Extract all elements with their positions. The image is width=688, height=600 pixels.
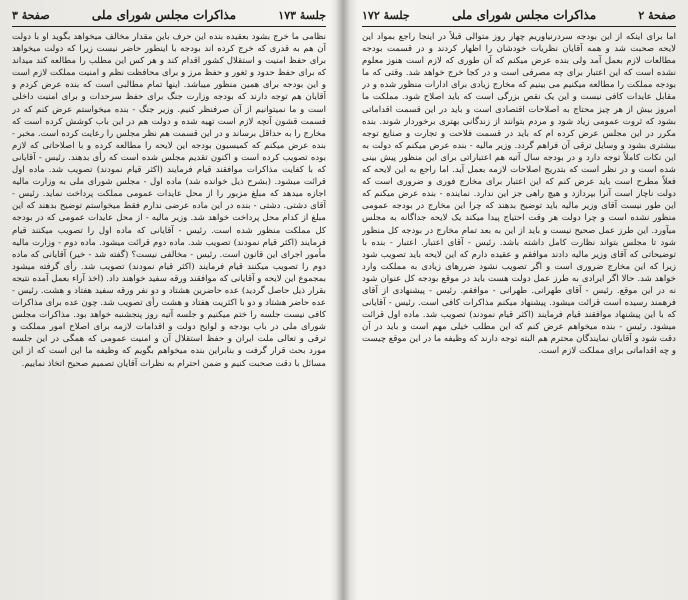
left-page-header — [12, 4, 326, 27]
running-title: مذاکرات مجلس شورای ملی — [451, 8, 597, 22]
right-page-text: اما برای اینکه از این بودجه سردرنیاوریم چهار روز متوالی قبلاً در اینجا راجع بمواد این لایحه صحبت شد و همه آقایان نظریات خودشان را اظهار کردند و در قسمت بودجه مطالعات لازم بعمل آمد ولی بنده عرض میکنم که آن طوری که لازم است هنوز معلوم نشده است که این اعتبار برای چه مصرفی است و در کجا خرج خواهد شد. وقتی که ما بودجه مملکت را مطالعه میکنیم می بینیم که مخارج زیادی برای ادارات منظور شده و در مقابل عایدات کافی نیست و این یک نقص بزرگی است که باید اصلاح شود. مملکت ما امروز بیش از هر چیز محتاج به اصلاحات اقتصادی است و باید در این قسمت اقداماتی بشود که ثروت عمومی زیاد شود و مردم بتوانند از زندگانی بهتری برخوردار شوند. بنده مکرر در این مجلس عرض کرده ام که باید در قسمت فلاحت و تجارت و صنایع توجه بیشتری بشود و وسایل ترقی آن فراهم گردد. وزیر مالیه - بنده عرض میکنم که دولت به این نکات کاملاً توجه دارد و در بودجه سال آتیه هم اعتباراتی برای این منظور پیش بینی شده است و در نظر است که بتدریج اصلاحات لازمه بعمل آید. اما راجع به این لایحه که فعلاً مطرح است باید عرض کنم که این اعتبار برای مخارج فوری و ضروری است که دولت ناچار است آنرا بپردازد و هیچ راهی جز این ندارد. نماینده - بنده عرض میکنم که این طور نیست آقای وزیر مالیه باید توضیح بدهند که چرا این مخارج در بودجه عمومی منظور نشده است و چرا دولت هر وقت احتیاج پیدا میکند یک لایحه جداگانه به مجلس میآورد. این طرز عمل صحیح نیست و باید از این به بعد تمام مخارج در بودجه کل منظور شود تا مجلس بتواند نظارت کامل داشته باشد. رئیس - آقای اعتبار. اعتبار - بنده با توضیحاتی که آقای وزیر مالیه دادند موافقم و عقیده دارم که این لایحه باید تصویب شود زیرا که این مخارج ضروری است و اگر تصویب نشود ضررهای زیادی به مملکت وارد خواهد شد. حالا اگر ایرادی به طرز عمل دولت هست باید در موقع بودجه کل عنوان شود نه در این موقع. رئیس - آقای طهرانی. طهرانی - موافقم. رئیس - پیشنهادی از آقای فرهمند رسیده است قرائت میشود. پیشنهاد میکنم مذاکرات کافی است. رئیس - آقایانی که با این پیشنهاد موافقند قیام فرمایند (اکثر قیام نمودند) تصویب شد. ماده اول قرائت میشود. رئیس - بنده میخواهم عرض کنم که این مطلب خیلی مهم است و باید در آن دقت شود و آقایان نمایندگان محترم هم البته توجه دارند که وظیفه ما در این موقع چیست و چه اقداماتی برای مملکت لازم است. — [362, 32, 676, 357]
right-page-header — [362, 4, 676, 27]
right-page-body — [362, 31, 676, 597]
left-page-body — [12, 31, 326, 597]
session-number: جلسهٔ ۱۷۲ — [362, 8, 410, 22]
right-page — [352, 0, 682, 600]
page-number: صفحهٔ ۲ — [638, 8, 676, 22]
session-number: جلسهٔ ۱۷۳ — [278, 8, 326, 22]
left-page-text: نظامی ما خرج بشود بعقیده بنده این حرف باین مقدار مخالف میخواهد بگوید او با دولت آن هم به قدری که خرج کرده اند بودجه با اینطور حاضر نیست زیرا که دولت میخواهد برای حفظ امنیت و استقلال کشور اقدام کند و هر کس این مطلب را مطالعه کند میداند که برای حفظ حدود و ثغور و حفظ مرز و برای محافظت نظم و امنیت مملکت لازم است و این بودجه برای همین منظور میباشد. اینها تمام مطالبی است که بنده عرض کردم و آقایان هم توجه دارند که بودجه وزارت جنگ برای حفظ سرحدات و برای امنیت داخلی است و ما نمیتوانیم از آن صرفنظر کنیم. وزیر جنگ - بنده میخواستم عرض کنم که در قسمت قشون آنچه لازم است تهیه شده و دولت هم در این باب کوشش کرده است که مخارج را به حداقل برساند و در این قسمت هم نظر مجلس را رعایت کرده است. مخبر - بنده عرض میکنم که کمیسیون بودجه این لایحه را مطالعه کرده و با اصلاحاتی که لازم بوده تصویب کرده است و اکنون تقدیم مجلس شده است که رأی بدهند. رئیس - آقایانی که با کفایت مذاکرات موافقند قیام فرمایند (اکثر قیام نمودند) تصویب شد. ماده اول قرائت میشود. (بشرح ذیل خوانده شد) ماده اول - مجلس شورای ملی به وزارت مالیه اجازه میدهد که مبلغ مزبور را از محل عایدات عمومی مملکت پرداخت نماید. رئیس - آقای دشتی. دشتی - بنده در این ماده عرضی ندارم فقط میخواستم توضیح بدهند که این مبلغ از کدام محل پرداخت خواهد شد. وزیر مالیه - از محل عایدات عمومی که در بودجه کل مملکت منظور شده است. رئیس - آقایانی که ماده اول را تصویب میکنند قیام فرمایند (اکثر قیام نمودند) تصویب شد. ماده دوم قرائت میشود. ماده دوم - وزارت مالیه مأمور اجرای این قانون است. رئیس - مخالفی نیست؟ (گفته شد - خیر) آقایانی که ماده دوم را تصویب میکنند قیام فرمایند (اکثر قیام نمودند) تصویب شد. رأی گرفته میشود بمجموع این لایحه و آقایانی که موافقند ورقه سفید خواهند داد. (اخذ آراء بعمل آمده نتیجه بقرار ذیل حاصل گردید) عده حاضرین هشتاد و دو نفر ورقه سفید هفتاد و هشت. رئیس - عده حاضر هشتاد و دو با اکثریت هفتاد و هشت رأی تصویب شد. چون عده برای مذاکرات کافی نیست جلسه را ختم میکنیم و جلسه آتیه روز پنجشنبه خواهد بود. مذاکرات مجلس شورای ملی در باب بودجه و لوایح دولت و اقدامات لازمه برای اصلاح امور مملکت و ترقی و تعالی ملت ایران و حفظ استقلال آن و امنیت عمومی که همگی در این جلسه مورد بحث قرار گرفت و بنابراین بنده میخواهم بگویم که وظیفه ما این است که از این مسائل با دقت صحبت کنیم و ضمن احترام به نظرات آقایان تصمیم صحیح اتخاذ نماییم. — [12, 32, 326, 369]
page-number: صفحهٔ ۳ — [12, 8, 50, 22]
running-title: مذاکرات مجلس شورای ملی — [91, 8, 237, 22]
left-page — [6, 0, 334, 600]
book-gutter — [336, 0, 350, 600]
